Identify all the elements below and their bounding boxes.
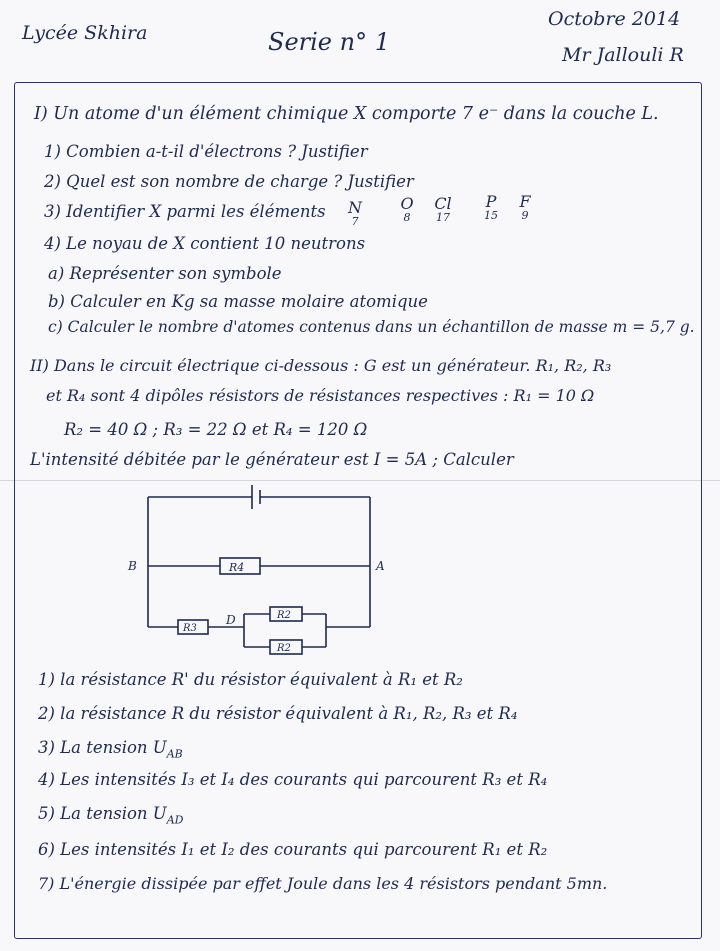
element-o: O 8 [400,194,414,224]
exercise2-q6: 6) Les intensités I₁ et I₂ des courants qui parcourent R₁ et R₂ [38,840,548,859]
exercise2-q4: 4) Les intensités I₃ et I₄ des courants qui parcourent R₃ et R₄ [38,770,548,789]
date: Octobre 2014 [548,8,681,30]
exercise2-q7: 7) L'énergie dissipée par effet Joule dans les 4 résistors pendant 5mn. [38,874,608,893]
page-title: Serie n° 1 [268,28,390,56]
element-f: F 9 [519,192,531,222]
circuit-diagram [120,482,400,657]
r2b-label: R2 [277,643,291,654]
school-name: Lycée Skhira [22,22,148,44]
node-d-label: D [226,613,236,627]
r3-label: R3 [183,623,197,634]
exercise1-intro: I) Un atome d'un élément chimique X comporte 7 e⁻ dans la couche L. [34,104,659,124]
exercise1-q3: 3) Identifier X parmi les éléments [44,202,326,221]
r4-label: R4 [229,561,245,574]
exercise2-q2: 2) la résistance R du résistor équivalent à R₁, R₂, R₃ et R₄ [38,704,518,723]
element-cl: Cl 17 [434,194,452,224]
exercise2-intro-line2: et R₄ sont 4 dipôles résistors de résistances respectives : R₁ = 10 Ω [46,386,595,405]
exercise2-intro-line1: II) Dans le circuit électrique ci-dessous : G est un générateur. R₁, R₂, R₃ [30,356,612,375]
r2-label: R2 [277,610,291,621]
node-b-label: B [128,559,137,573]
exercise2-q1: 1) la résistance R' du résistor équivalent à R₁ et R₂ [38,670,463,689]
element-n: N 7 [348,198,362,228]
exercise2-intro-line3: R₂ = 40 Ω ; R₃ = 22 Ω et R₄ = 120 Ω [64,420,368,439]
exercise2-q5: 5) La tension $U_{AD}$ [38,804,184,827]
exercise2-q3: 3) La tension $U_{AB}$ [38,738,183,761]
element-p: P 15 [484,192,498,222]
exercise2-intro-line4: L'intensité débitée par le générateur est I = 5A ; Calculer [30,450,514,469]
exercise1-q4c: c) Calculer le nombre d'atomes contenus dans un échantillon de masse m = 5,7 g. [48,318,695,336]
exercise1-q2: 2) Quel est son nombre de charge ? Justifier [44,172,414,191]
exercise1-q1: 1) Combien a-t-il d'électrons ? Justifier [44,142,368,161]
exercise1-q4a: a) Représenter son symbole [48,264,282,283]
node-a-label: A [376,559,385,573]
exercise1-q4b: b) Calculer en Kg sa masse molaire atomique [48,292,428,311]
teacher-name: Mr Jallouli R [562,44,684,66]
exercise1-q4: 4) Le noyau de X contient 10 neutrons [44,234,366,253]
